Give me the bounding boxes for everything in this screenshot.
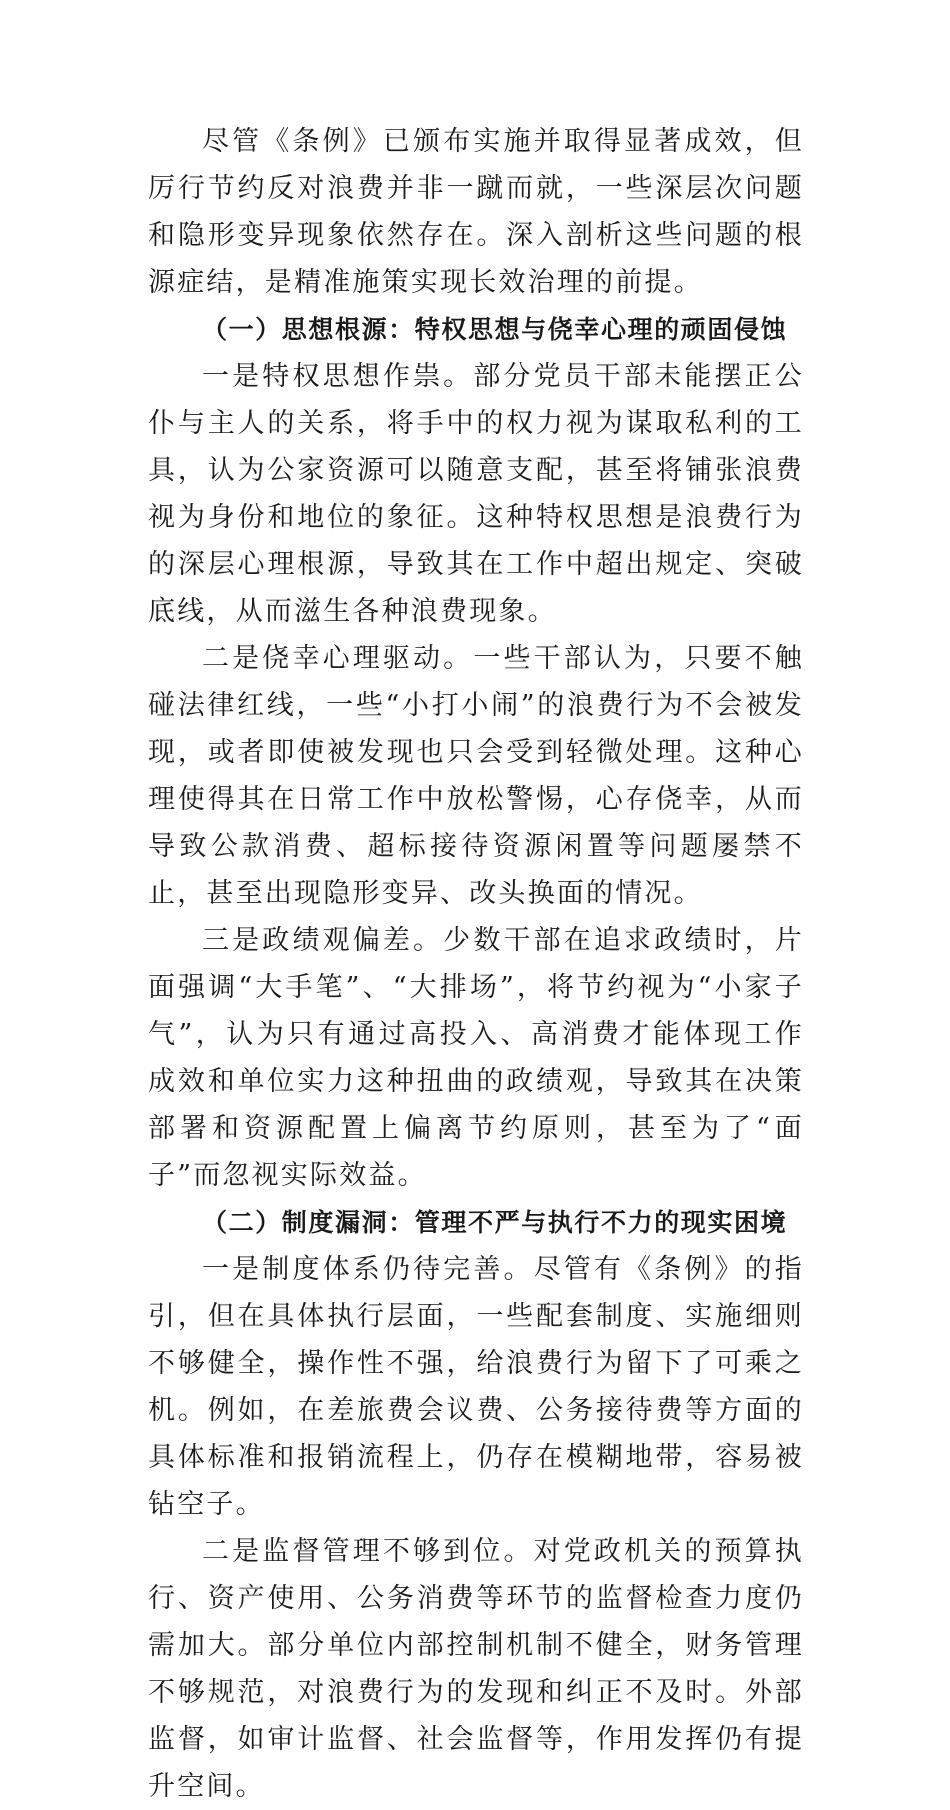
section-heading-2: （二）制度漏洞：管理不严与执行不力的现实困境	[202, 1208, 788, 1237]
section-heading-1: （一）思想根源：特权思想与侥幸心理的顽固侵蚀	[202, 315, 788, 344]
intro-paragraph: 尽管《条例》已颁布实施并取得显著成效，但厉行节约反对浪费并非一蹴而就，一些深层次问题和隐形变异现象依然存在。深入剖析这些问题的根源症结，是精准施策实现长效治理的前提。	[148, 126, 804, 298]
section2-paragraph-2: 二是监督管理不够到位。对党政机关的预算执行、资产使用、公务消费等环节的监督检查力度仍需加大。部分单位内部控制机制不健全，财务管理不够规范，对浪费行为的发现和纠正不及时。外部监督，如审计监督、社会监督等，作用发挥仍有提升空间。	[148, 1536, 804, 1802]
section1-paragraph-3: 三是政绩观偏差。少数干部在追求政绩时，片面强调“大手笔”、“大排场”，将节约视为“小家子气”，认为只有通过高投入、高消费才能体现工作成效和单位实力这种扭曲的政绩观，导致其在决策部署和资源配置上偏离节约原则，甚至为了“面子”而忽视实际效益。	[148, 925, 804, 1191]
section1-paragraph-2: 二是侥幸心理驱动。一些干部认为，只要不触碰法律红线，一些“小打小闹”的浪费行为不会被发现，或者即使被发现也只会受到轻微处理。这种心理使得其在日常工作中放松警惕，心存侥幸，从而导致公款消费、超标接待资源闲置等问题屡禁不止，甚至出现隐形变异、改头换面的情况。	[148, 643, 804, 909]
section1-paragraph-1: 一是特权思想作祟。部分党员干部未能摆正公仆与主人的关系，将手中的权力视为谋取私利的工具，认为公家资源可以随意支配，甚至将铺张浪费视为身份和地位的象征。这种特权思想是浪费行为的深层心理根源，导致其在工作中超出规定、突破底线，从而滋生各种浪费现象。	[148, 361, 804, 627]
section2-paragraph-1: 一是制度体系仍待完善。尽管有《条例》的指引，但在具体执行层面，一些配套制度、实施细则不够健全，操作性不强，给浪费行为留下了可乘之机。例如，在差旅费会议费、公务接待费等方面的具体标准和报销流程上，仍存在模糊地带，容易被钻空子。	[148, 1254, 804, 1520]
document-body	[148, 118, 804, 1810]
